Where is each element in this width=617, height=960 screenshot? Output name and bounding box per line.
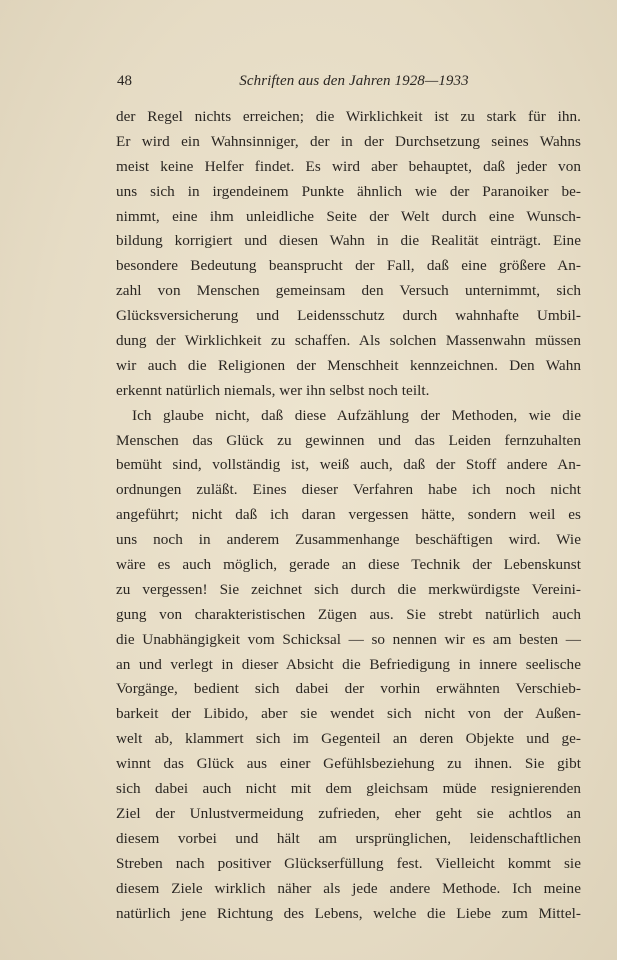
text-line: Vorgänge, bedient sich dabei der vorhin erwähnten Verschieb- [116,680,581,698]
text-line: besondere Bedeutung beansprucht der Fall, daß eine größere An- [116,257,581,275]
text-line: Glücksversicherung und Leidensschutz durch wahnhafte Umbil- [116,307,581,325]
text-line: zahl von Menschen gemeinsam den Versuch unternimmt, sich [116,282,581,300]
text-line: barkeit der Libido, aber sie wendet sich nicht von der Außen- [116,705,581,723]
text-line: die Unabhängigkeit vom Schicksal — so nennen wir es am besten — [116,630,581,648]
text-line: uns noch in anderem Zusammenhange beschäftigen wird. Wie [116,531,581,549]
text-line: natürlich jene Richtung des Lebens, welche die Liebe zum Mittel- [116,904,581,922]
text-line: Ziel der Unlustvermeidung zufrieden, eher geht sie achtlos an [116,804,581,822]
text-line: meist keine Helfer findet. Es wird aber behauptet, daß jeder von [116,157,581,175]
text-line: an und verlegt in dieser Absicht die Befriedigung in innere seelische [116,655,581,673]
text-line: dung der Wirklichkeit zu schaffen. Als solchen Massenwahn müssen [116,332,581,350]
paragraph-first-line: Ich glaube nicht, daß diese Aufzählung der Methoden, wie die [132,406,581,424]
text-line: Streben nach positiver Glückserfüllung fest. Vielleicht kommt sie [116,854,581,872]
text-line: zu vergessen! Sie zeichnet sich durch die merkwürdigste Vereini- [116,580,581,598]
text-line: der Regel nichts erreichen; die Wirklichkeit ist zu stark für ihn. [116,108,581,125]
text-line: angeführt; nicht daß ich daran vergessen hätte, sondern weil es [116,506,581,524]
text-line: wäre es auch möglich, gerade an diese Technik der Lebenskunst [116,556,581,574]
text-line: welt ab, klammert sich im Gegenteil an deren Objekte und ge- [116,730,581,748]
text-line: gung von charakteristischen Zügen aus. Sie strebt natürlich auch [116,605,581,623]
text-line: bemüht sind, vollständig ist, weiß auch, daß der Stoff andere An- [116,456,581,474]
page-number: 48 [117,73,132,89]
body-text [116,105,581,926]
text-line: diesem vorbei und hält am ursprünglichen, leidenschaftlichen [116,829,581,847]
text-line: erkennt natürlich niemals, wer ihn selbst noch teilt. [116,381,430,399]
text-line: uns sich in irgendeinem Punkte ähnlich wie der Paranoiker be- [116,182,581,200]
text-line: Er wird ein Wahnsinniger, der in der Durchsetzung seines Wahns [116,132,581,150]
text-line: winnt das Glück aus einer Gefühlsbeziehung zu ihnen. Sie gibt [116,755,581,773]
text-line: diesem Ziele wirklich näher als jede andere Methode. Ich meine [116,879,581,897]
text-line: sich dabei auch nicht mit dem gleichsam müde resignierenden [116,780,581,798]
running-head [117,73,505,95]
text-line: ordnungen zuläßt. Eines dieser Verfahren habe ich noch nicht [116,481,581,499]
text-line: wir auch die Religionen der Menschheit kennzeichnen. Den Wahn [116,356,581,374]
text-line: bildung korrigiert und diesen Wahn in die Realität einträgt. Eine [116,232,581,250]
text-line: Menschen das Glück zu gewinnen und das Leiden fernzuhalten [116,431,581,449]
text-line: nimmt, eine ihm unleidliche Seite der Welt durch eine Wunsch- [116,207,581,225]
running-title: Schriften aus den Jahren 1928—1933 [239,73,469,89]
